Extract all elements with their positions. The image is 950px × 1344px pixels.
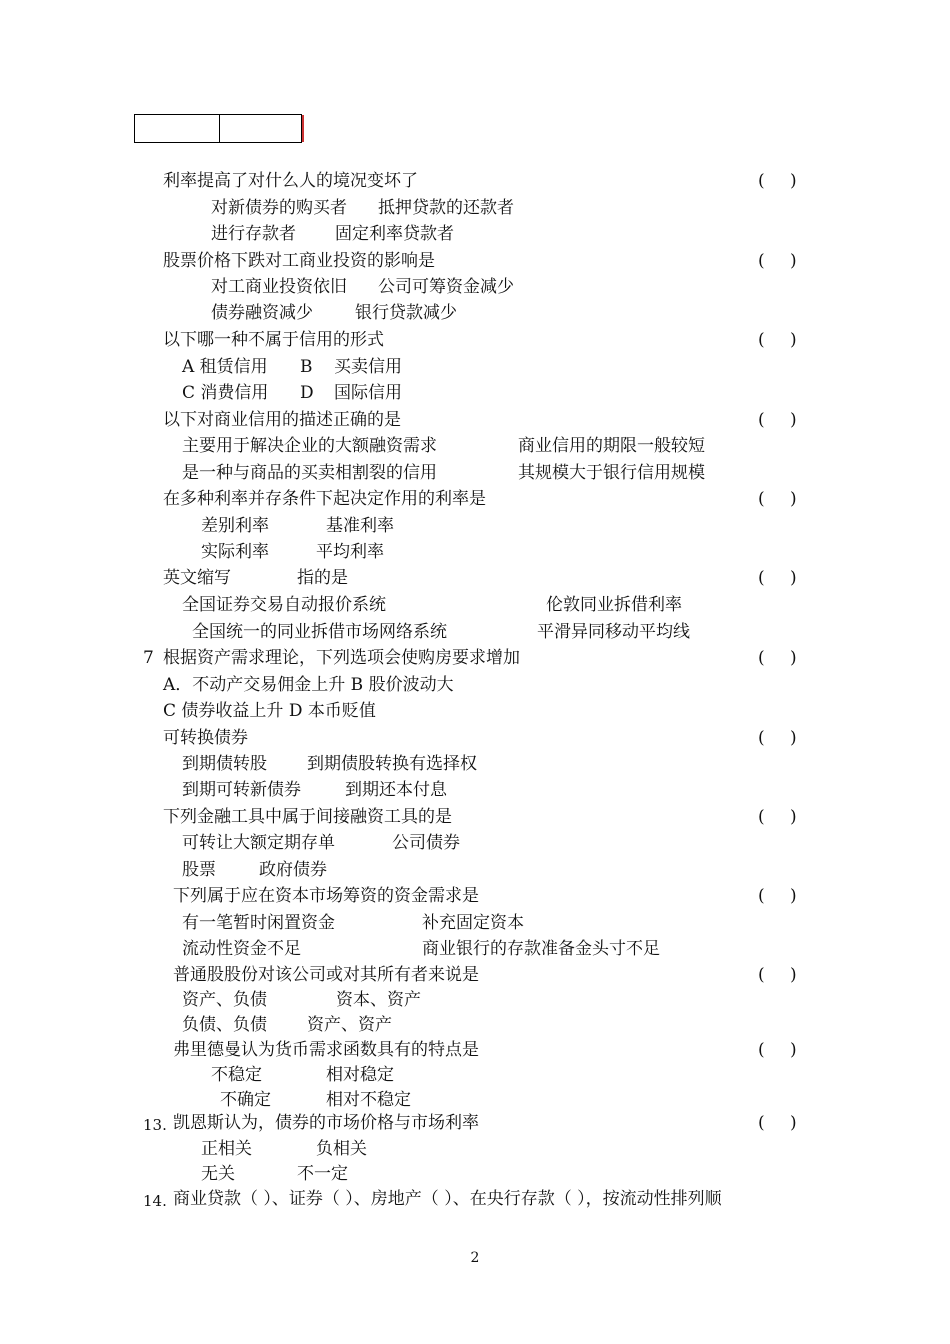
- option: 进行存款者: [211, 224, 296, 244]
- answer-parentheses: ( ): [758, 171, 797, 191]
- answer-parentheses: ( ): [758, 728, 797, 748]
- answer-parentheses: ( ): [758, 1113, 797, 1133]
- option: 平滑异同移动平均线: [537, 622, 690, 642]
- question-stem-continued: 指的是: [297, 568, 348, 588]
- answer-parentheses: ( ): [758, 1040, 797, 1060]
- score-table: [134, 114, 302, 143]
- option: 对新债券的购买者: [211, 198, 347, 218]
- option: 抵押贷款的还款者: [378, 198, 514, 218]
- option: 流动性资金不足: [182, 939, 301, 959]
- option: 是一种与商品的买卖相割裂的信用: [182, 463, 437, 483]
- option: A 租赁信用: [182, 357, 268, 377]
- question-stem: 弗里德曼认为货币需求函数具有的特点是: [173, 1040, 479, 1060]
- question-stem: 根据资产需求理论，下列选项会使购房要求增加: [163, 648, 520, 668]
- question-stem: 普通股股份对该公司或对其所有者来说是: [173, 965, 479, 985]
- option: 伦敦同业拆借利率: [546, 595, 682, 615]
- option: 资产、资产: [307, 1015, 392, 1035]
- page-number: 2: [470, 1250, 480, 1266]
- question-stem: 以下哪一种不属于信用的形式: [163, 330, 384, 350]
- option: 平均利率: [316, 542, 384, 562]
- answer-parentheses: ( ): [758, 330, 797, 350]
- answer-parentheses: ( ): [758, 965, 797, 985]
- question-stem: 英文缩写: [163, 568, 231, 588]
- option: 资本、资产: [336, 990, 421, 1010]
- answer-parentheses: ( ): [758, 886, 797, 906]
- option: 到期债转股: [182, 754, 267, 774]
- option: 无关: [201, 1164, 235, 1184]
- option: 差别利率: [201, 516, 269, 536]
- option: 实际利率: [201, 542, 269, 562]
- option: 补充固定资本: [422, 913, 524, 933]
- option: 银行贷款减少: [355, 303, 457, 323]
- option: 政府债券: [259, 860, 327, 880]
- option: 不一定: [297, 1164, 348, 1184]
- answer-parentheses: ( ): [758, 489, 797, 509]
- option: 债券融资减少: [211, 303, 313, 323]
- option: 到期可转新债券: [182, 780, 301, 800]
- option: 相对不稳定: [326, 1090, 411, 1110]
- option: 国际信用: [334, 383, 402, 403]
- option: 对工商业投资依旧: [211, 277, 347, 297]
- option: A．不动产交易佣金上升 B 股价波动大: [163, 675, 454, 695]
- option: 不确定: [220, 1090, 271, 1110]
- option: 相对稳定: [326, 1065, 394, 1085]
- question-stem: 利率提高了对什么人的境况变坏了: [163, 171, 418, 191]
- answer-parentheses: ( ): [758, 410, 797, 430]
- question-stem: 下列属于应在资本市场筹资的资金需求是: [173, 886, 479, 906]
- option: 全国证券交易自动报价系统: [182, 595, 386, 615]
- question-stem: 商业贷款（ ）、证券（ ）、房地产（ ）、在央行存款（ ），按流动性排列顺: [173, 1189, 722, 1209]
- option: 正相关: [201, 1139, 252, 1159]
- option: 股票: [182, 860, 216, 880]
- option: 商业银行的存款准备金头寸不足: [422, 939, 660, 959]
- question-stem: 在多种利率并存条件下起决定作用的利率是: [163, 489, 486, 509]
- option: 可转让大额定期存单: [182, 833, 335, 853]
- option: 基准利率: [326, 516, 394, 536]
- question-stem: 以下对商业信用的描述正确的是: [163, 410, 401, 430]
- option: 固定利率贷款者: [335, 224, 454, 244]
- option-letter: D: [300, 383, 314, 403]
- answer-parentheses: ( ): [758, 648, 797, 668]
- option: 到期还本付息: [345, 780, 447, 800]
- option: 资产、负债: [182, 990, 267, 1010]
- option: C 债券收益上升 D 本币贬值: [163, 701, 376, 721]
- question-number: 13.: [143, 1116, 167, 1134]
- option: 其规模大于银行信用规模: [518, 463, 705, 483]
- option: 负债、负债: [182, 1015, 267, 1035]
- answer-parentheses: ( ): [758, 251, 797, 271]
- score-table-edge-mark: [302, 115, 304, 142]
- option: C 消费信用: [182, 383, 269, 403]
- question-number: 14.: [143, 1192, 167, 1210]
- option: 商业信用的期限一般较短: [518, 436, 705, 456]
- question-stem: 股票价格下跌对工商业投资的影响是: [163, 251, 435, 271]
- option: 不稳定: [211, 1065, 262, 1085]
- option-letter: B: [300, 357, 313, 377]
- question-stem: 下列金融工具中属于间接融资工具的是: [163, 807, 452, 827]
- score-table-divider: [219, 115, 220, 142]
- option: 全国统一的同业拆借市场网络系统: [192, 622, 447, 642]
- question-stem: 凯恩斯认为，债券的市场价格与市场利率: [173, 1113, 479, 1133]
- answer-parentheses: ( ): [758, 568, 797, 588]
- option: 公司债券: [392, 833, 460, 853]
- answer-parentheses: ( ): [758, 807, 797, 827]
- option: 公司可筹资金减少: [378, 277, 514, 297]
- option: 主要用于解决企业的大额融资需求: [182, 436, 437, 456]
- question-number: 7: [143, 648, 154, 668]
- option: 有一笔暂时闲置资金: [182, 913, 335, 933]
- option: 到期债股转换有选择权: [307, 754, 477, 774]
- option: 负相关: [316, 1139, 367, 1159]
- question-stem: 可转换债券: [163, 728, 248, 748]
- option: 买卖信用: [334, 357, 402, 377]
